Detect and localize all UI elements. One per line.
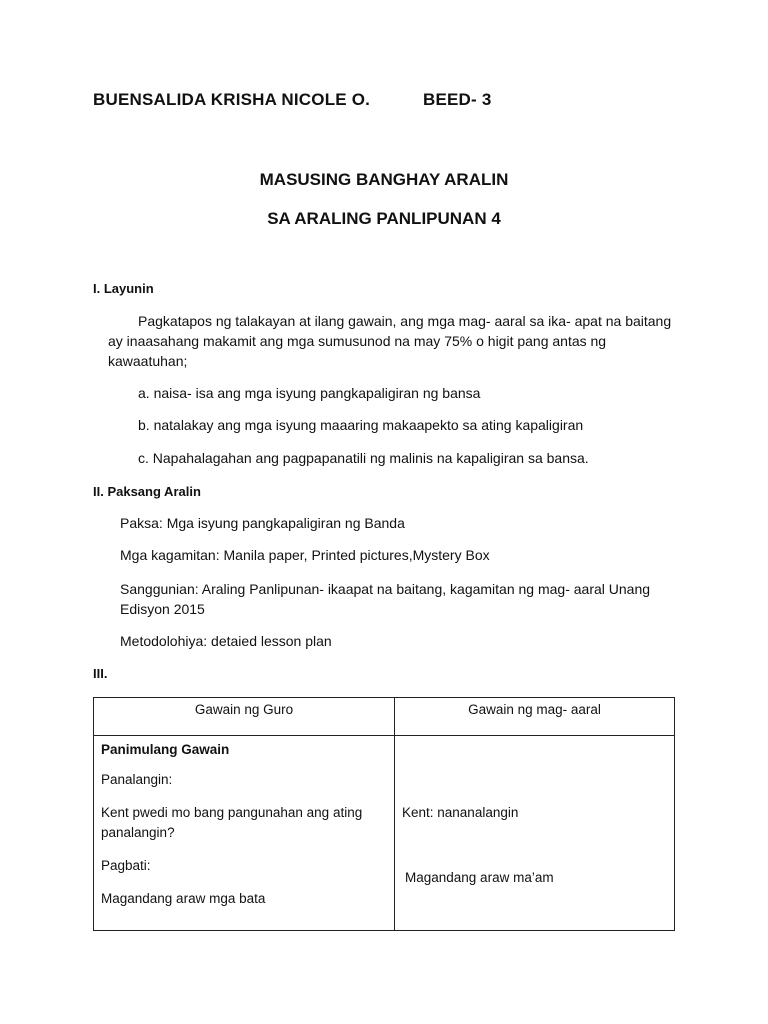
response-panalangin: Kent: nananalangin (402, 805, 519, 820)
table-row (94, 736, 675, 931)
header-mag-aaral: Gawain ng mag- aaral (395, 698, 675, 736)
course-label: BEED- 3 (423, 90, 492, 109)
objective-a: a. naisa- isa ang mga isyung pangkapaligiran ng bansa (138, 385, 481, 401)
layunin-intro: Pagkatapos ng talakayan at ilang gawain, ang mga mag- aaral sa ika- apat na baitang ay inaasahang makamit ang mga sumusunod na may 75% o higit pang antas ng kawaatuhan; (108, 313, 672, 369)
guro-cell (94, 736, 395, 931)
panalangin-label: Panalangin: (101, 772, 173, 787)
kagamitan-line: Mga kagamitan: Manila paper, Printed pictures,Mystery Box (120, 547, 490, 563)
document-title: MASUSING BANGHAY ARALIN (259, 170, 509, 189)
pagbati-text: Magandang araw mga bata (101, 891, 266, 906)
objective-b: b. natalakay ang mga isyung maaaring makaapekto sa ating kapaligiran (138, 417, 584, 433)
objective-c: c. Napahalagahan ang pagpapanatili ng malinis na kapaligiran sa bansa. (138, 450, 589, 466)
document-subtitle: SA ARALING PANLIPUNAN 4 (267, 209, 501, 228)
panalangin-text: Kent pwedi mo bang pangunahan ang ating panalangin? (101, 805, 363, 840)
table-header-row (94, 698, 675, 736)
lesson-plan-table (93, 697, 675, 931)
panimulang-gawain-label: Panimulang Gawain (101, 742, 230, 757)
section-heading-layunin: I. Layunin (93, 281, 154, 296)
document-header (93, 90, 492, 110)
paksa-line: Paksa: Mga isyung pangkapaligiran ng Banda (120, 515, 405, 531)
mag-aaral-cell (395, 736, 675, 931)
student-name: BUENSALIDA KRISHA NICOLE O. (93, 90, 371, 109)
pagbati-label: Pagbati: (101, 858, 151, 873)
metodolohiya-line: Metodolohiya: detaied lesson plan (120, 633, 332, 649)
section-heading-iii: III. (93, 666, 108, 681)
section-heading-paksang-aralin: II. Paksang Aralin (93, 484, 201, 499)
response-pagbati: Magandang araw ma’am (405, 870, 554, 885)
header-guro: Gawain ng Guro (94, 698, 395, 736)
sanggunian-line: Sanggunian: Araling Panlipunan- ikaapat na baitang, kagamitan ng mag- aaral Unang Edisyon 2015 (120, 581, 651, 617)
